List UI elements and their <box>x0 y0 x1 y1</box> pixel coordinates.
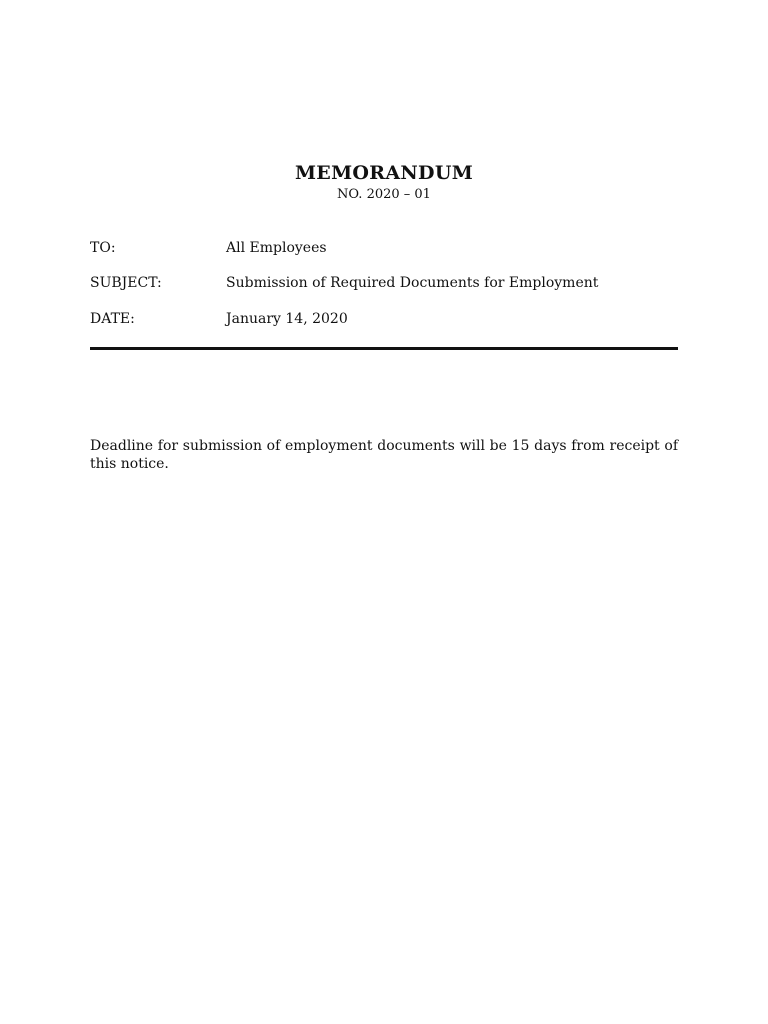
memo-number: NO. 2020 – 01 <box>337 187 431 202</box>
memo-body-text: Deadline for submission of employment documents will be 15 days from receipt of this notice. <box>90 438 678 472</box>
date-row <box>90 311 690 331</box>
to-label: TO: <box>90 240 116 256</box>
date-value: January 14, 2020 <box>226 311 348 327</box>
subject-value: Submission of Required Documents for Employment <box>226 275 599 291</box>
date-label: DATE: <box>90 311 135 327</box>
to-row <box>90 240 690 260</box>
memo-title: MEMORANDUM <box>294 162 474 184</box>
header-divider <box>90 347 678 350</box>
subject-row <box>90 275 690 295</box>
to-value: All Employees <box>226 240 327 256</box>
subject-label: SUBJECT: <box>90 275 162 291</box>
